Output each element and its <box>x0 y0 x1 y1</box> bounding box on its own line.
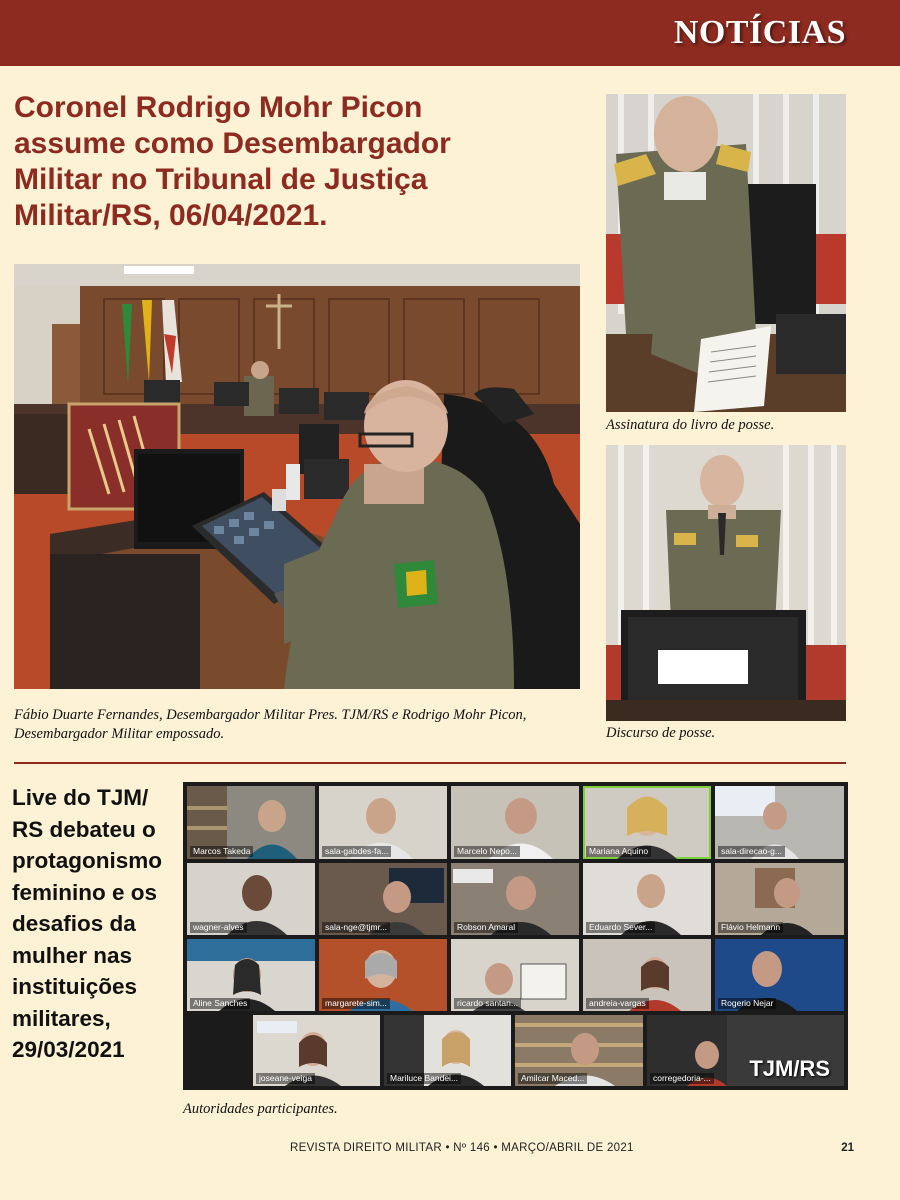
participant-name: Mariluce Bandei... <box>387 1073 461 1084</box>
participant-name: Marcelo Nepo... <box>454 846 520 857</box>
participant-tile <box>451 786 579 859</box>
signing-photo <box>606 94 846 412</box>
participant-name: ricardo santan... <box>454 998 521 1009</box>
participant-name: Flávio Helmann <box>718 922 783 933</box>
participant-tile <box>319 863 447 935</box>
participant-tile <box>253 1015 380 1086</box>
participant-tile <box>583 939 711 1011</box>
participant-name: sala-nge@tjmr... <box>322 922 390 933</box>
courtroom-photo <box>14 264 580 689</box>
participant-tile <box>583 863 711 935</box>
participant-tile <box>451 863 579 935</box>
live-caption: Autoridades participantes. <box>183 1101 338 1117</box>
participant-tile <box>319 786 447 859</box>
participant-tile <box>647 1015 844 1086</box>
participant-tile-active-speaker <box>583 786 711 859</box>
speech-photo <box>606 445 846 721</box>
section-label: NOTÍCIAS <box>673 14 846 51</box>
live-headline: Live do TJM/ RS debateu o protagonismo feminino e os desafios da mulher nas instituições militares, 29/03/2021 <box>12 785 162 1062</box>
participant-name: sala-gabdes-fa... <box>322 846 391 857</box>
speech-caption: Discurso de posse. <box>606 725 716 741</box>
participant-tile <box>187 786 315 859</box>
participant-tile <box>715 786 844 859</box>
main-photo-caption: Fábio Duarte Fernandes, Desembargador Militar Pres. TJM/RS e Rodrigo Mohr Picon, Desembargador Militar empossado. <box>14 707 527 742</box>
videoconference-grid <box>183 782 848 1090</box>
participant-tile <box>319 939 447 1011</box>
participant-name: Rogerio Nejar <box>718 998 776 1009</box>
participant-tile <box>515 1015 643 1086</box>
participant-name: Robson Amaral <box>454 922 518 933</box>
participant-tile <box>715 863 844 935</box>
tjm-watermark: TJM/RS <box>749 1056 830 1081</box>
participant-tile <box>187 863 315 935</box>
participant-tile <box>715 939 844 1011</box>
participant-name: Aline Sanches <box>190 998 250 1009</box>
participant-name: andreia-vargas <box>586 998 649 1009</box>
magazine-issue: REVISTA DIREITO MILITAR • Nº 146 • MARÇO/ABRIL DE 2021 <box>290 1142 634 1154</box>
page-number: 21 <box>841 1142 854 1154</box>
participant-tile <box>187 939 315 1011</box>
participant-name: Eduardo Sever... <box>586 922 655 933</box>
participant-name: Marcos Takeda <box>190 846 253 857</box>
participant-name: wagner-alves <box>190 922 247 933</box>
participant-name: corregedoria-... <box>650 1073 714 1084</box>
participant-name: Amilcar Maced... <box>518 1073 587 1084</box>
participant-name: sala-direcao-g... <box>718 846 785 857</box>
participant-name: joseane-veiga <box>256 1073 315 1084</box>
participant-name: Mariana Aquino <box>586 846 651 857</box>
participant-tile <box>451 939 579 1011</box>
article-headline: Coronel Rodrigo Mohr Picon assume como Desembargador Militar no Tribunal de Justiça Militar/RS, 06/04/2021. <box>14 91 451 232</box>
signing-caption: Assinatura do livro de posse. <box>606 417 775 433</box>
participant-name: margarete-sim... <box>322 998 390 1009</box>
participant-tile <box>384 1015 511 1086</box>
section-divider <box>14 762 846 764</box>
